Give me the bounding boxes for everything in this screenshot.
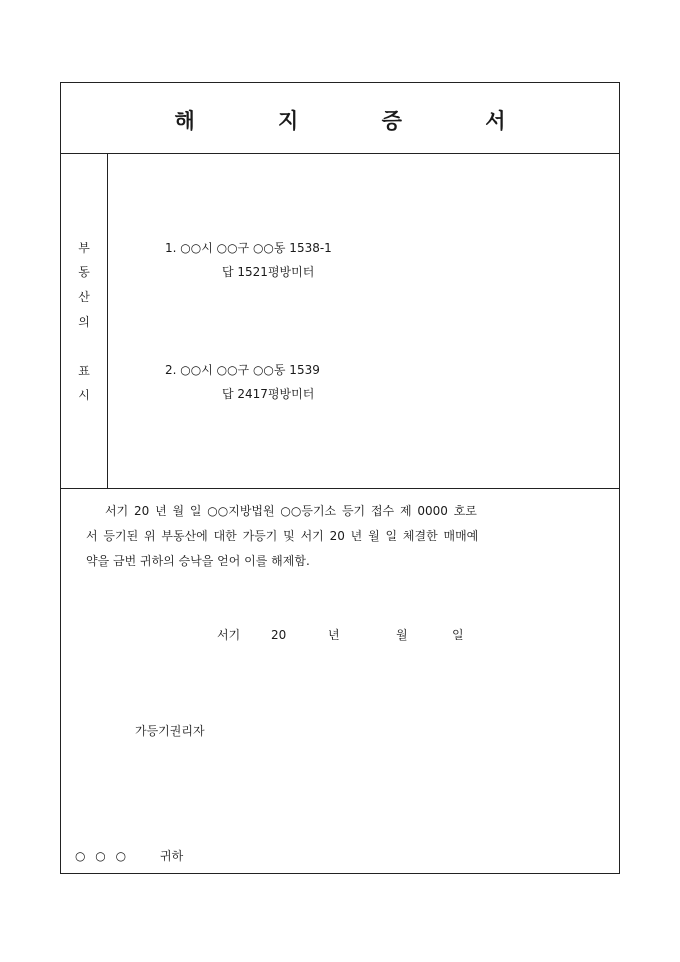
property-label-char: 부 <box>78 241 90 255</box>
property-label-char: 의 <box>78 315 90 329</box>
date-day-label: 일 <box>452 628 464 642</box>
signer-label: 가등기권리자 <box>135 724 205 738</box>
statement-line-1: 서기 20 년 월 일 ○○지방법원 ○○등기소 등기 접수 제 0000 호로 <box>105 504 477 518</box>
recipient-suffix: 귀하 <box>160 849 184 863</box>
property-label-char: 표 <box>78 364 90 378</box>
date-year: 20 <box>271 628 287 642</box>
statement-line-3: 약을 금번 귀하의 승낙을 얻어 이를 해제함. <box>86 554 310 568</box>
property-2-address: 2. ○○시 ○○구 ○○동 1539 <box>165 363 320 377</box>
recipient-name-placeholder: ○ ○ ○ <box>75 849 130 863</box>
property-label-char: 동 <box>78 265 90 279</box>
property-label-char: 산 <box>78 290 90 304</box>
property-label-char: 시 <box>78 388 90 402</box>
date-month-label: 월 <box>396 628 408 642</box>
document-title: 해 지 증 서 <box>174 108 544 133</box>
date-prefix: 서기 <box>217 628 241 642</box>
statement-line-2: 서 등기된 위 부동산에 대한 가등기 및 서기 20 년 월 일 체결한 매매예 <box>86 529 479 543</box>
title-row <box>61 83 619 154</box>
property-1-address: 1. ○○시 ○○구 ○○동 1538-1 <box>165 241 332 255</box>
release-certificate <box>60 82 620 874</box>
statement-section <box>61 489 619 873</box>
date-year-label: 년 <box>328 628 340 642</box>
property-2-area: 답 2417평방미터 <box>222 387 315 401</box>
property-section <box>61 154 619 489</box>
property-1-area: 답 1521평방미터 <box>222 265 315 279</box>
property-label-column <box>61 154 108 488</box>
